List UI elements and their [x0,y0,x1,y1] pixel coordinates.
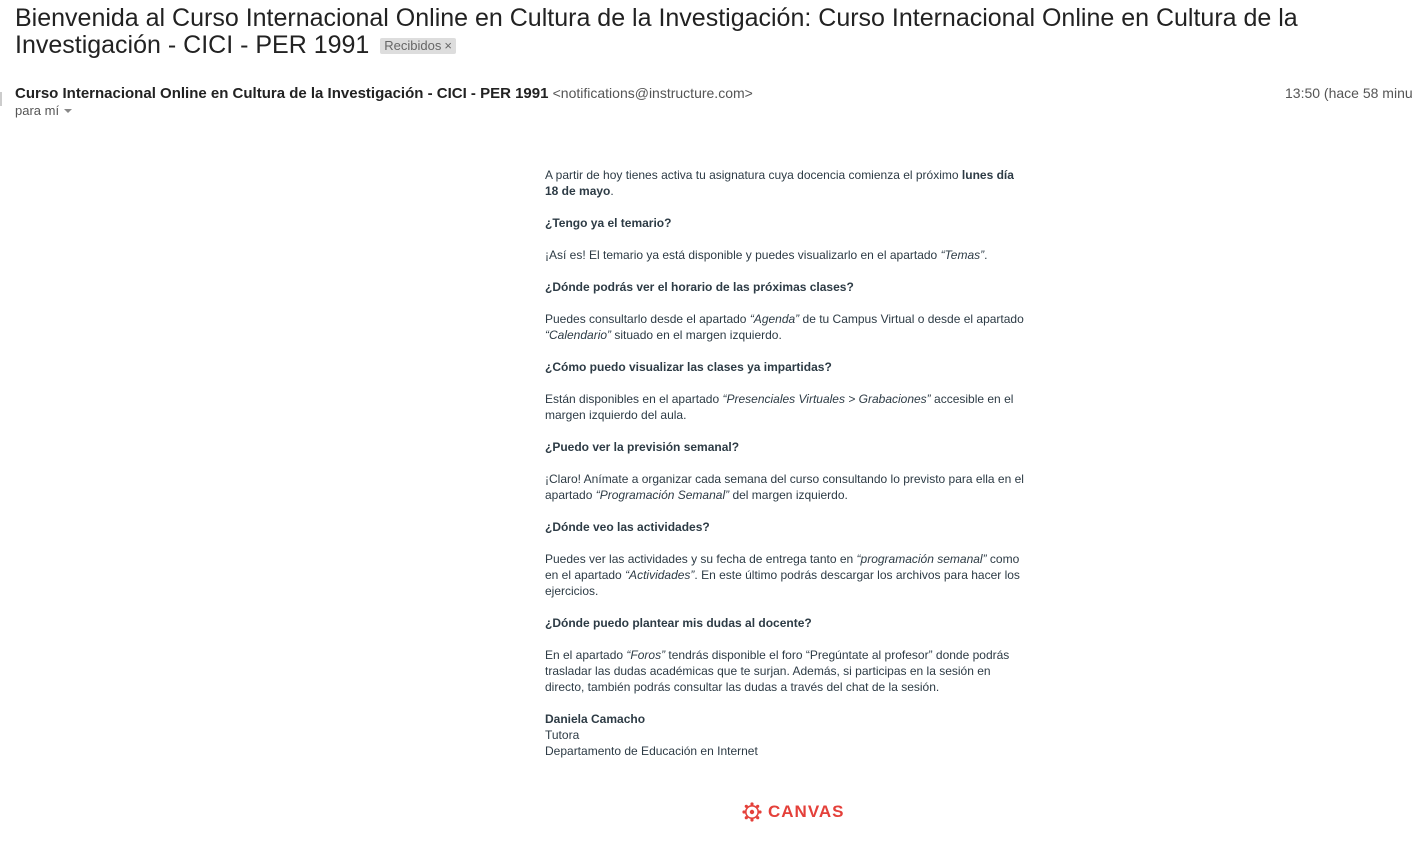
recipient-toggle[interactable] [15,103,72,119]
email-timestamp: 13:50 (hace 58 minu [1285,85,1413,101]
faq-answer: ¡Así es! El temario ya está disponible y puedes visualizarlo en el apartado “Temas”. [545,248,988,262]
sender-line [15,84,753,103]
intro-paragraph [545,167,1030,199]
faq-question: ¿Dónde veo las actividades? [545,520,710,534]
faq-question: ¿Cómo puedo visualizar las clases ya impartidas? [545,360,832,374]
start-date: lunes día 18 de mayo [545,168,1014,198]
chevron-down-icon[interactable] [64,109,72,113]
faq-answer: Puedes ver las actividades y su fecha de entrega tanto en “programación semanal” como en el apartado “Actividades”. En este último podrás descargar los archivos para hacer los ejercicios. [545,552,1020,598]
inbox-label-text: Recibidos [384,38,442,53]
sender-name[interactable]: Curso Internacional Online en Cultura de la Investigación - CICI - PER 1991 [15,85,549,102]
intro-end: . [610,184,614,198]
recipient-label: para mí [15,103,60,118]
left-edge-marker [0,92,2,106]
email-body [545,167,1030,759]
signature-role: Tutora [545,728,580,742]
canvas-logo-icon [741,801,763,823]
inbox-label-chip[interactable] [380,38,456,54]
faq-question: ¿Tengo ya el temario? [545,216,672,230]
faq-question: ¿Puedo ver la previsión semanal? [545,440,740,454]
faq-answer: Están disponibles en el apartado “Presenciales Virtuales > Grabaciones” accesible en el margen izquierdo del aula. [545,392,1014,422]
signature-department: Departamento de Educación en Internet [545,744,758,758]
signature [545,711,1030,759]
faq-question: ¿Dónde puedo plantear mis dudas al docente? [545,616,812,630]
canvas-logo-text: CANVAS [768,802,845,821]
sender-email: <notifications@instructure.com> [552,85,753,101]
faq-question: ¿Dónde podrás ver el horario de las próximas clases? [545,280,854,294]
canvas-logo[interactable] [741,800,845,824]
remove-label-icon[interactable]: × [444,38,452,53]
faq-answer: ¡Claro! Anímate a organizar cada semana del curso consultando lo previsto para ella en el apartado “Programación Semanal” del margen izquierdo. [545,472,1024,502]
signature-name: Daniela Camacho [545,712,646,726]
faq-answer: En el apartado “Foros” tendrás disponible el foro “Pregúntate al profesor” donde podrás trasladar las dudas académicas que te surjan. Además, si participas en la sesión en directo, también podrás consultar las dudas a través del chat de la sesión. [545,648,1010,694]
intro-text: A partir de hoy tienes activa tu asignatura cuya docencia comienza el próximo [545,168,962,182]
email-subject [15,5,1415,59]
email-subject-text: Bienvenida al Curso Internacional Online en Cultura de la Investigación: Curso Internacional Online en Cultura de la Investigación - CICI - PER 1991 [15,4,1298,59]
faq-answer: Puedes consultarlo desde el apartado “Agenda” de tu Campus Virtual o desde el apartado “Calendario” situado en el margen izquierdo. [545,312,1024,342]
